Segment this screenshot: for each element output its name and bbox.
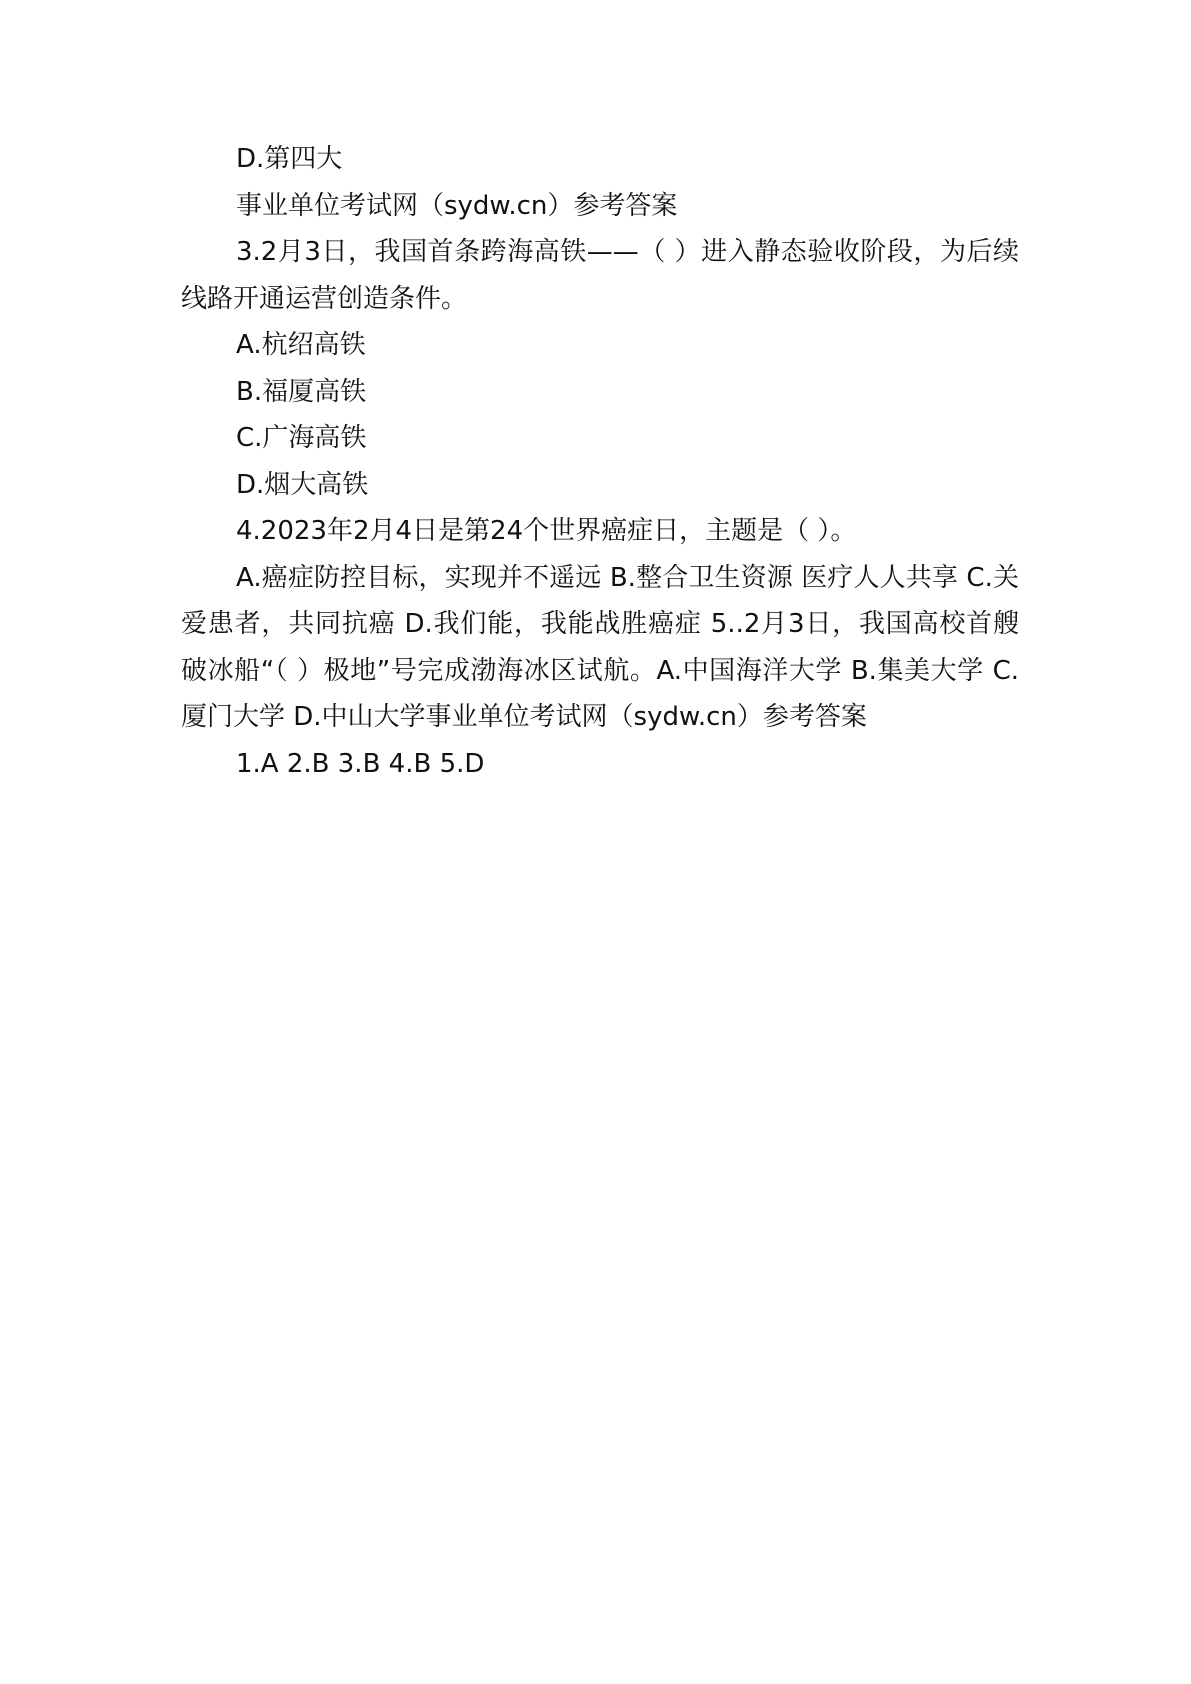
question-4: 4.2023年2月4日是第24个世界癌症日，主题是（ ）。 xyxy=(236,516,857,546)
option-d-prev-question: D.第四大 xyxy=(236,144,343,174)
answer-key: 1.A 2.B 3.B 4.B 5.D xyxy=(236,748,485,779)
question-3: 3.2月3日，我国首条跨海高铁——（ ）进入静态验收阶段，为后续线路开通运营创造条件。 xyxy=(181,237,1019,314)
question-3-option-c: C.广海高铁 xyxy=(236,423,367,453)
question-3-option-b: B.福厦高铁 xyxy=(236,376,367,407)
question-3-option-a: A.杭绍高铁 xyxy=(236,330,366,360)
document-body xyxy=(181,136,1019,787)
question-4-5-options-block: A.癌症防控目标，实现并不遥远 B.整合卫生资源 医疗人人共享 C.关爱患者，共同抗癌 D.我们能，我能战胜癌症 5..2月3日，我国高校首艘破冰船“（ ）极地”号完成渤海冰区试航。A.中国海洋大学 B.集美大学 C.厦门大学 D.中山大学事业单位考试网（sydw.cn）参考答案 xyxy=(181,562,1019,732)
question-3-option-d: D.烟大高铁 xyxy=(236,469,369,500)
answer-source-line: 事业单位考试网（sydw.cn）参考答案 xyxy=(236,190,678,221)
